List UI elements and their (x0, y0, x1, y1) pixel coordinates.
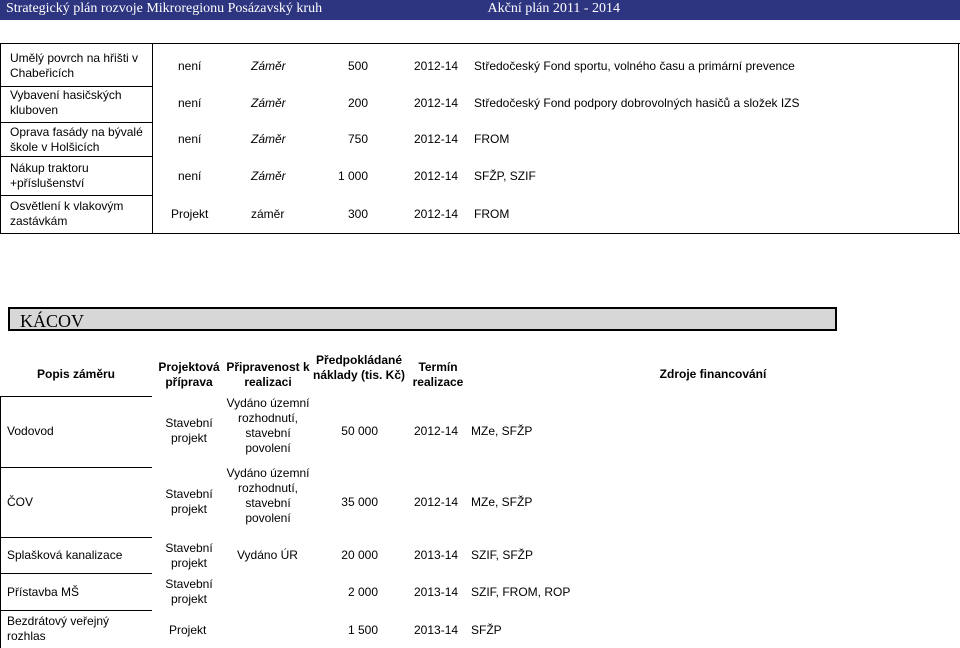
lower-row-ready: Vydáno územní rozhodnutí, stavební povolení (226, 466, 310, 525)
lower-row-prep: Stavební projekt (165, 487, 213, 516)
lower-row-term: 2013-14 (414, 623, 459, 637)
lower-row-source: MZe, SFŽP (471, 424, 533, 438)
upper-row-name: Nákup traktoru +příslušenství (10, 161, 89, 190)
col-termin: Termín realizace (412, 360, 464, 389)
upper-row-status: Projekt (171, 207, 209, 221)
upper-row-name: Osvětlení k vlakovým zastávkám (10, 199, 124, 228)
upper-row-status: není (178, 96, 202, 110)
upper-row-phase: Záměr (251, 132, 286, 146)
upper-row-source: SFŽP, SZIF (474, 169, 536, 183)
upper-row-source: FROM (474, 207, 510, 221)
upper-row-cost: 300 (347, 207, 368, 221)
upper-row-source: Středočeský Fond sportu, volného času a primární prevence (474, 59, 795, 73)
lower-row-term: 2012-14 (414, 495, 459, 509)
header-plan: Akční plán 2011 - 2014 (487, 1, 620, 16)
section-banner (8, 307, 837, 331)
lower-row-ready: Vydáno ÚR (237, 548, 298, 562)
upper-row-cost: 750 (347, 132, 368, 146)
upper-row-name: Oprava fasády na bývalé škole v Holšicích (10, 125, 143, 154)
lower-row-cost: 1 500 (347, 623, 378, 637)
upper-row-term: 2012-14 (414, 169, 459, 183)
lower-row-prep: Stavební projekt (165, 577, 213, 606)
upper-row-term: 2012-14 (414, 132, 459, 146)
upper-row-phase: záměr (251, 207, 285, 221)
upper-row-cost: 500 (347, 59, 368, 73)
lower-row-prep: Projekt (169, 623, 207, 637)
lower-row-source: SZIF, FROM, ROP (471, 585, 571, 599)
lower-row-prep: Stavební projekt (165, 541, 213, 570)
lower-row-cost: 50 000 (341, 424, 378, 438)
col-pripravenost: Připravenost k realizaci (226, 360, 310, 389)
lower-row-cost: 35 000 (341, 495, 378, 509)
upper-row-name: Vybavení hasičských kluboven (10, 88, 122, 117)
upper-row-term: 2012-14 (414, 59, 459, 73)
upper-row-status: není (178, 132, 202, 146)
lower-row-term: 2013-14 (414, 585, 459, 599)
lower-row-ready: Vydáno územní rozhodnutí, stavební povolení (226, 396, 310, 455)
lower-row-name: Bezdrátový veřejný rozhlas (7, 614, 110, 643)
upper-row-cost: 1 000 (337, 169, 368, 183)
upper-row-status: není (178, 59, 202, 73)
lower-row-prep: Stavební projekt (165, 416, 213, 445)
header-title: Strategický plán rozvoje Mikroregionu Posázavský kruh (6, 1, 323, 16)
upper-row-source: FROM (474, 132, 510, 146)
upper-row-status: není (178, 169, 202, 183)
lower-row-source: SZIF, SFŽP (471, 548, 534, 562)
lower-row-term: 2012-14 (414, 424, 459, 438)
lower-row-cost: 20 000 (341, 548, 378, 562)
col-popis: Popis záměru (36, 367, 116, 381)
lower-row-name: Splašková kanalizace (7, 548, 123, 562)
upper-row-name: Umělý povrch na hřišti v Chabeřicích (10, 51, 139, 80)
section-title: KÁCOV (20, 311, 85, 331)
lower-row-source: SFŽP (471, 623, 502, 637)
upper-row-phase: Záměr (251, 59, 286, 73)
upper-row-source: Středočeský Fond podpory dobrovolných hasičů a složek IZS (474, 96, 800, 110)
col-projektova: Projektová příprava (158, 360, 220, 389)
upper-row-phase: Záměr (251, 96, 286, 110)
lower-row-name: ČOV (7, 495, 34, 509)
col-zdroje: Zdroje financování (659, 367, 767, 381)
upper-row-phase: Záměr (251, 169, 286, 183)
page-header (0, 0, 960, 20)
col-naklady: Předpokládané náklady (tis. Kč) (312, 353, 406, 382)
upper-row-term: 2012-14 (414, 207, 459, 221)
lower-row-name: Přístavba MŠ (7, 585, 80, 599)
lower-row-source: MZe, SFŽP (471, 495, 533, 509)
upper-row-term: 2012-14 (414, 96, 459, 110)
upper-row-cost: 200 (347, 96, 368, 110)
lower-row-cost: 2 000 (347, 585, 378, 599)
lower-row-name: Vodovod (7, 424, 54, 438)
lower-row-term: 2013-14 (414, 548, 459, 562)
